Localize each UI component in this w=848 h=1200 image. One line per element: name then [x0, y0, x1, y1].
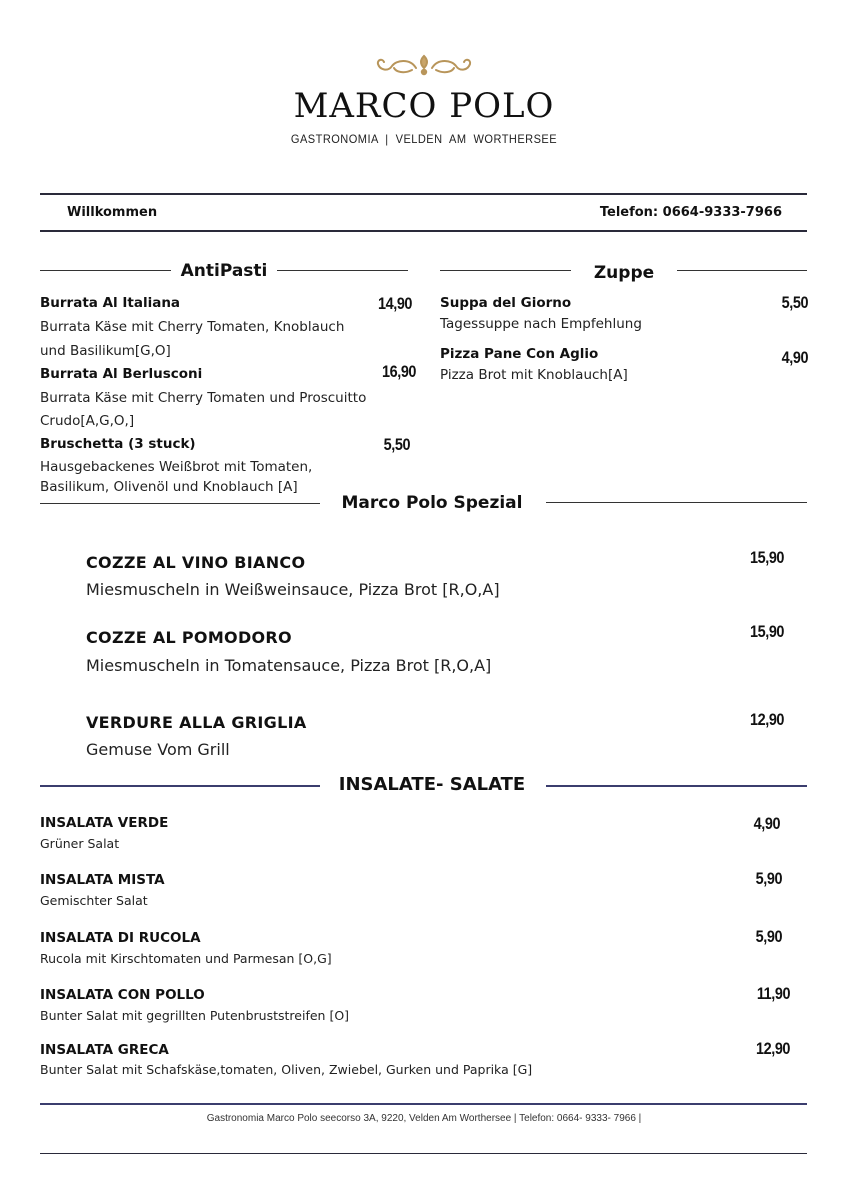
insalate-rule-right [546, 785, 807, 787]
ornament-icon [372, 52, 476, 78]
insalate-item-desc: Rucola mit Kirschtomaten und Parmesan [O,G] [40, 951, 332, 966]
welcome-text: Willkommen [67, 205, 158, 220]
antipasti-item-name: Burrata Al Berlusconi [40, 366, 203, 382]
antipasti-item-name: Burrata Al Italiana [40, 295, 181, 311]
insalate-title: INSALATE- SALATE [324, 774, 540, 795]
zuppe-item-name: Suppa del Giorno [440, 295, 572, 311]
header-top-rule [40, 193, 807, 195]
antipasti-item-desc: und Basilikum[G,O] [40, 343, 171, 359]
antipasti-item-desc: Basilikum, Olivenöl und Knoblauch [A] [40, 479, 298, 495]
spezial-item-desc: Gemuse Vom Grill [86, 740, 230, 759]
antipasti-item-price: 5,50 [383, 435, 410, 454]
zuppe-item-name: Pizza Pane Con Aglio [440, 346, 599, 362]
antipasti-title: AntiPasti [176, 261, 272, 281]
insalate-item-price: 12,90 [755, 1039, 790, 1058]
insalate-item-desc: Bunter Salat mit Schafskäse,tomaten, Oliven, Zwiebel, Gurken und Paprika [G] [40, 1062, 533, 1077]
footer-bottom-rule [40, 1153, 807, 1154]
antipasti-rule-left [40, 270, 171, 271]
antipasti-item-price: 14,90 [377, 294, 412, 313]
antipasti-item-desc: Burrata Käse mit Cherry Tomaten, Knoblauch [40, 319, 345, 335]
insalate-item-desc: Bunter Salat mit gegrillten Putenbruststreifen [O] [40, 1008, 350, 1023]
zuppe-item-price: 5,50 [781, 293, 808, 312]
spezial-item-name: VERDURE ALLA GRIGLIA [86, 713, 307, 732]
spezial-item-name: COZZE AL VINO BIANCO [86, 553, 306, 572]
insalate-item-name: INSALATA CON POLLO [40, 987, 205, 1003]
spezial-item-price: 15,90 [749, 548, 784, 567]
spezial-rule-left [40, 503, 320, 504]
insalate-item-price: 4,90 [753, 814, 780, 833]
antipasti-item-desc: Crudo[A,G,O,] [40, 413, 135, 429]
spezial-item-name: COZZE AL POMODORO [86, 628, 292, 647]
zuppe-rule-right [677, 270, 807, 271]
insalate-item-name: INSALATA GRECA [40, 1042, 169, 1058]
spezial-title: Marco Polo Spezial [326, 493, 538, 513]
insalate-item-price: 11,90 [756, 984, 790, 1003]
antipasti-item-name: Bruschetta (3 stuck) [40, 436, 196, 452]
zuppe-item-price: 4,90 [781, 348, 808, 367]
antipasti-item-desc: Burrata Käse mit Cherry Tomaten und Proscuitto [40, 390, 367, 406]
insalate-rule-left [40, 785, 320, 787]
footer-text: Gastronomia Marco Polo seecorso 3A, 9220, Velden Am Worthersee | Telefon: 0664- 9333- 7966 | [206, 1113, 642, 1124]
antipasti-item-price: 16,90 [381, 362, 416, 381]
insalate-item-desc: Gemischter Salat [40, 893, 148, 908]
spezial-item-price: 12,90 [749, 710, 784, 729]
zuppe-item-desc: Tagessuppe nach Empfehlung [440, 316, 642, 332]
insalate-item-name: INSALATA MISTA [40, 872, 165, 888]
insalate-item-desc: Grüner Salat [40, 836, 120, 851]
insalate-item-price: 5,90 [755, 869, 782, 888]
header-bottom-rule [40, 230, 807, 232]
antipasti-rule-right [277, 270, 408, 271]
zuppe-rule-left [440, 270, 571, 271]
footer-top-rule [40, 1103, 807, 1105]
brand-name: MARCO POLO [293, 86, 555, 126]
zuppe-item-desc: Pizza Brot mit Knoblauch[A] [440, 367, 628, 383]
spezial-item-price: 15,90 [749, 622, 784, 641]
spezial-item-desc: Miesmuscheln in Tomatensauce, Pizza Brot [R,O,A] [86, 656, 492, 675]
spezial-item-desc: Miesmuscheln in Weißweinsauce, Pizza Brot [R,O,A] [86, 580, 500, 599]
antipasti-item-desc: Hausgebackenes Weißbrot mit Tomaten, [40, 459, 313, 475]
insalate-item-name: INSALATA DI RUCOLA [40, 930, 201, 946]
insalate-item-price: 5,90 [755, 927, 782, 946]
zuppe-title: Zuppe [578, 263, 670, 283]
spezial-rule-right [546, 502, 807, 503]
brand-subtitle: GASTRONOMIA | VELDEN AM WORTHERSEE [290, 132, 558, 146]
phone-text: Telefon: 0664-9333-7966 [599, 205, 782, 220]
insalate-item-name: INSALATA VERDE [40, 815, 169, 831]
